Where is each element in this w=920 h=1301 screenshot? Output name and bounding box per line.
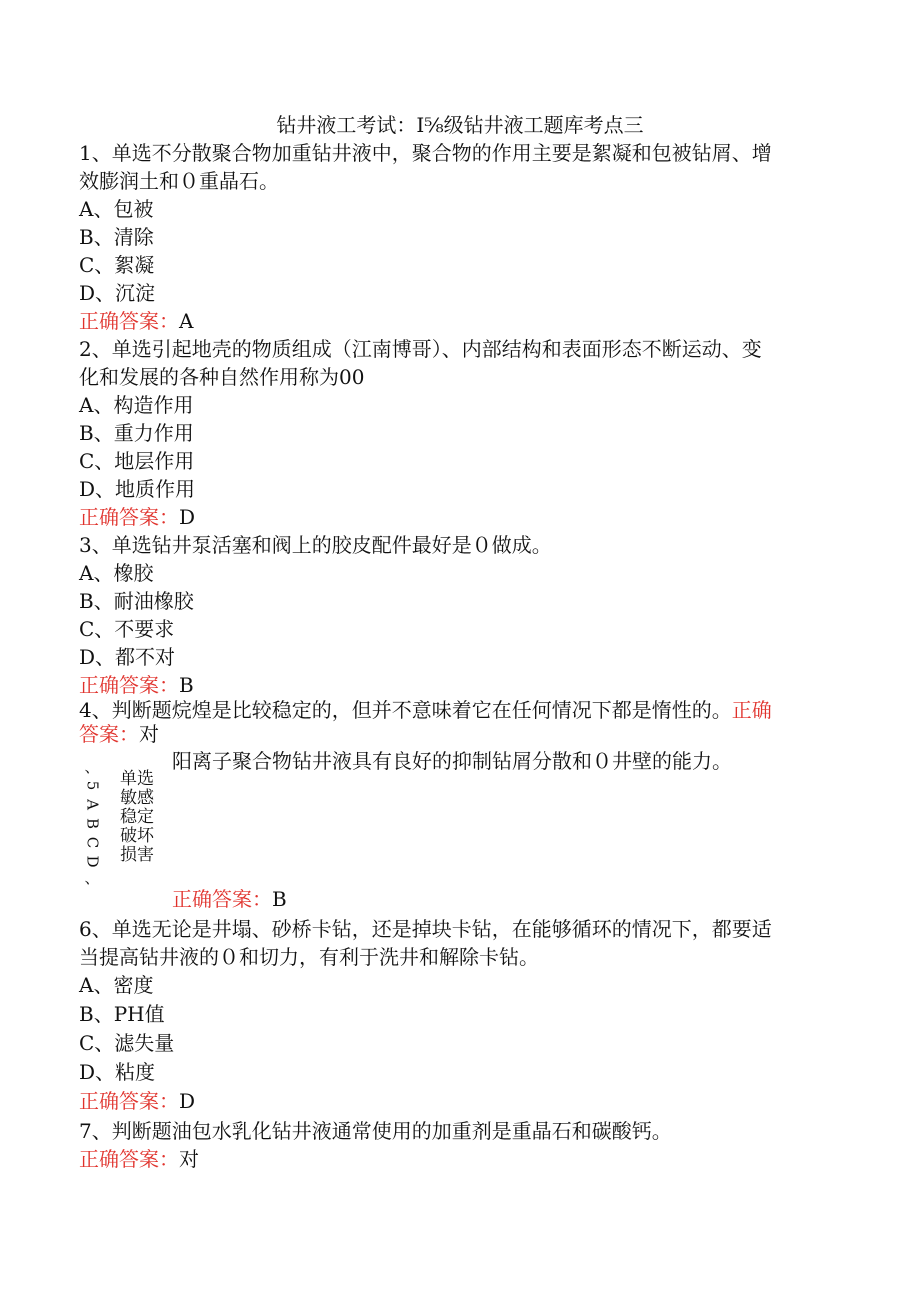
answer-label: 正确答案： bbox=[172, 887, 272, 911]
q5-vertical-labels bbox=[82, 760, 102, 887]
q6-option-d: D、粘度 bbox=[79, 1060, 156, 1084]
q2-option-c: C、地层作用 bbox=[79, 449, 195, 473]
q4-stem-line1 bbox=[79, 696, 772, 724]
answer-label-part2: 答案： bbox=[79, 722, 139, 746]
q5-letter-b: B bbox=[83, 817, 102, 830]
q1-option-c: C、絮凝 bbox=[79, 253, 155, 277]
q1-answer bbox=[79, 307, 193, 335]
answer-value: D bbox=[179, 1089, 196, 1113]
q6-option-a: A、密度 bbox=[79, 973, 154, 997]
q5-letter-c: C bbox=[83, 836, 102, 849]
answer-label: 正确答案： bbox=[79, 309, 179, 333]
q3-option-c: C、不要求 bbox=[79, 617, 175, 641]
q5-option-c: 破坏 bbox=[120, 826, 154, 846]
answer-label: 正确答案： bbox=[79, 505, 179, 529]
q5-letters bbox=[82, 776, 102, 871]
q1-stem-line2: 效膨润土和０重晶石。 bbox=[79, 169, 279, 193]
answer-value: B bbox=[179, 673, 194, 697]
q3-option-d: D、都不对 bbox=[79, 645, 176, 669]
q2-option-b: B、重力作用 bbox=[79, 421, 194, 445]
q7-stem: 7、判断题油包水乳化钻井液通常使用的加重剂是重晶石和碳酸钙。 bbox=[79, 1119, 672, 1143]
q5-type: 单选 bbox=[120, 769, 154, 789]
q3-option-a: A、橡胶 bbox=[79, 561, 154, 585]
answer-value: B bbox=[272, 887, 287, 911]
q5-separator-top: 、 bbox=[84, 758, 100, 776]
q2-stem-line2: 化和发展的各种自然作用称为00 bbox=[79, 365, 365, 389]
answer-value: D bbox=[179, 505, 196, 529]
q1-option-a: A、包被 bbox=[79, 197, 154, 221]
q5-options bbox=[120, 770, 154, 865]
q6-stem-line2: 当提高钻井液的０和切力，有利于洗井和解除卡钻。 bbox=[79, 945, 539, 969]
q1-option-d: D、沉淀 bbox=[79, 281, 156, 305]
q2-answer bbox=[79, 503, 195, 531]
q5-letter-d: D bbox=[83, 855, 102, 868]
q3-option-b: B、耐油橡胶 bbox=[79, 589, 194, 613]
answer-label: 正确答案： bbox=[79, 673, 179, 697]
q5-stem: 阳离子聚合物钻井液具有良好的抑制钻屑分散和０井壁的能力。 bbox=[172, 749, 732, 773]
answer-value: 对 bbox=[139, 722, 159, 746]
q3-stem: 3、单选钻井泵活塞和阀上的胶皮配件最好是０做成。 bbox=[79, 533, 552, 557]
q6-answer bbox=[79, 1087, 195, 1115]
answer-label: 正确答案： bbox=[79, 1089, 179, 1113]
q6-option-c: C、滤失量 bbox=[79, 1031, 175, 1055]
q6-option-b: B、PH值 bbox=[79, 1002, 165, 1026]
q5-option-d: 损害 bbox=[120, 845, 154, 865]
q4-answer bbox=[79, 720, 159, 748]
q5-option-b: 稳定 bbox=[120, 807, 154, 827]
q7-answer bbox=[79, 1145, 199, 1173]
answer-value: 对 bbox=[179, 1147, 199, 1171]
q1-stem-line1: 1、单选不分散聚合物加重钻井液中，聚合物的作用主要是絮凝和包被钻屑、增 bbox=[79, 141, 772, 165]
q6-stem-line1: 6、单选无论是井塌、砂桥卡钻，还是掉块卡钻，在能够循环的情况下，都要适 bbox=[79, 917, 772, 941]
q3-answer bbox=[79, 671, 194, 699]
q2-option-d: D、地质作用 bbox=[79, 477, 196, 501]
q5-number: 5 bbox=[83, 780, 102, 791]
q5-letter-a: A bbox=[83, 799, 102, 810]
q5-option-a: 敏感 bbox=[120, 788, 154, 808]
q5-answer bbox=[172, 885, 287, 913]
q1-option-b: B、清除 bbox=[79, 225, 154, 249]
answer-label: 正确答案： bbox=[79, 1147, 179, 1171]
q4-stem-text: 4、判断题烷煌是比较稳定的，但并不意味着它在任何情况下都是惰性的。 bbox=[79, 698, 732, 722]
q5-separator-bottom: 、 bbox=[84, 869, 100, 887]
answer-value: A bbox=[179, 309, 194, 333]
q2-stem-line1: 2、单选引起地壳的物质组成（江南博哥）、内部结构和表面形态不断运动、变 bbox=[79, 337, 762, 361]
document-title: 钻井液工考试：I⅝级钻井液工题库考点三 bbox=[276, 113, 644, 137]
q2-option-a: A、构造作用 bbox=[79, 393, 194, 417]
answer-label-part1: 正确 bbox=[731, 698, 772, 722]
